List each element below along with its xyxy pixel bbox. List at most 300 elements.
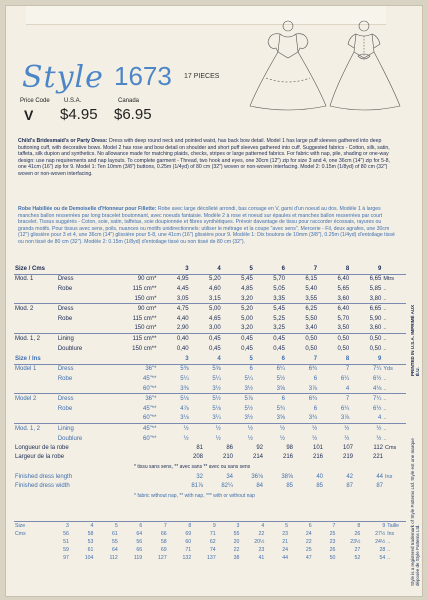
imperial-row (14, 414, 406, 424)
imperial-row (14, 364, 406, 374)
description-english (18, 138, 396, 178)
body-size-col-ins: 6 (289, 522, 313, 531)
metric-value: 5,65 (337, 285, 350, 292)
imperial-size-header (14, 354, 406, 364)
metric-value: 3,15 (209, 295, 221, 302)
note-en-text: *** with or without nap (206, 492, 255, 499)
imperial-value: 7¼ (350, 364, 382, 374)
body-in-value: 44 (282, 555, 288, 561)
body-in-value: 54 (379, 555, 386, 561)
metric-blank (57, 264, 113, 274)
length-fr-value: 98 (286, 444, 293, 451)
width-en-value: 85 (316, 483, 323, 490)
metric-garment-label: Lining (57, 334, 113, 344)
trademark-side-text: Style is a registered trademark of Style Patterns Ltd. Style est une marque déposée de Style Patterns Ltd. (410, 438, 420, 586)
price-code: V (24, 107, 34, 123)
body-size-col-ins: 5 (265, 522, 289, 531)
imperial-value: 5⅞ (222, 394, 254, 404)
imperial-value: 5¼ (180, 375, 189, 382)
imperial-value: ½ (215, 435, 221, 442)
width-fr-value: 221 (372, 454, 383, 461)
metric-size-label: Size / Cms (15, 265, 46, 272)
metric-value: 3,55 (305, 295, 318, 302)
body-cm-value: 71 (209, 531, 216, 537)
imperial-value: ½ (183, 435, 189, 442)
metric-value: 3,50 (337, 325, 350, 332)
length-en-unit: Ins (385, 473, 393, 480)
width-en-value: 87 (376, 483, 383, 490)
metric-value: 5,00 (190, 304, 222, 314)
width-en-value: 85 (286, 483, 293, 490)
body-cm-value: 64 (136, 531, 143, 537)
width-en-unit (384, 481, 406, 491)
metric-row (14, 314, 406, 324)
body-in-value: 20 (233, 539, 240, 545)
body-in-value: 52 (354, 555, 361, 561)
width-fr-value: 214 (252, 454, 263, 461)
imperial-model-label: Model 2 (14, 394, 57, 404)
canada-label: Canada (118, 98, 140, 104)
imperial-value: ½ (279, 435, 285, 442)
length-en (14, 472, 406, 482)
imperial-value: 4 (345, 385, 350, 392)
imperial-value: 3⅝ (276, 415, 285, 422)
body-in-value: 25 (329, 531, 336, 537)
imperial-garment-label: Dress (57, 364, 113, 374)
imperial-value: 5¾ (276, 405, 285, 412)
body-cm-value: 61 (112, 531, 118, 537)
body-taille-label: Taille (386, 522, 406, 531)
body-cm-value: 112 (109, 555, 118, 561)
brand-logo: Style (22, 60, 104, 95)
metric-row (14, 324, 406, 334)
metric-value: 3,20 (241, 295, 253, 302)
metric-value: 0,45 (254, 334, 286, 344)
metric-value: 0,50 (305, 345, 318, 352)
length-en-value: 42 (346, 473, 353, 480)
metric-model-label (14, 284, 57, 294)
body-cm-value: 53 (87, 539, 94, 545)
imperial-value: 7 (318, 364, 350, 374)
imperial-model-label (14, 434, 57, 444)
note-fr-cell (14, 462, 406, 472)
width-en-label: Finished dress width (15, 483, 70, 490)
imperial-value: 5⅜ (157, 364, 189, 374)
body-cm-value: 132 (182, 555, 192, 561)
metric-unit: .. (383, 345, 387, 352)
metric-value: 4,60 (209, 285, 221, 292)
metric-unit: .. (383, 325, 387, 332)
imperial-value: 6 (313, 375, 318, 382)
description-french-title: Robe Habillée ou de Demoiselle d'Honneur pour Fillette: (18, 206, 157, 212)
imperial-unit: .. (382, 394, 406, 404)
metric-value: 6,65 (350, 304, 382, 314)
metric-fabric-width: 150 cm* (134, 325, 157, 332)
length-en-value: 38⅝ (281, 473, 293, 480)
body-row (14, 546, 406, 554)
width-en-value: 82¼ (221, 483, 233, 490)
metric-row (14, 344, 406, 354)
price-code-label: Price Code (20, 98, 50, 104)
width-fr-value: 216 (282, 454, 293, 461)
body-cm-value: 69 (185, 531, 192, 537)
length-en-value: 44 (376, 473, 383, 480)
imperial-value: ½ (222, 424, 254, 434)
body-row (14, 554, 406, 562)
length-en-label: Finished dress length (15, 473, 73, 480)
metric-value: 6,40 (318, 304, 350, 314)
body-in-value: 23½ (350, 539, 361, 545)
body-unit: .. (387, 539, 391, 545)
imperial-size-col: 6 (281, 355, 285, 362)
length-fr-value: 81 (196, 444, 203, 451)
body-size-header (14, 522, 406, 531)
description-french (18, 206, 396, 246)
metric-value: 3,00 (209, 325, 221, 332)
length-fr-value: 86 (226, 444, 233, 451)
imperial-model-label: Model 1 (14, 364, 57, 374)
metric-value: 4,85 (241, 285, 253, 292)
imperial-value: 3½ (244, 385, 253, 392)
imperial-model-label (14, 374, 57, 384)
body-in-value: 23 (329, 539, 336, 545)
imperial-value: 3⅛ (180, 415, 189, 422)
metric-garment-label: Dress (57, 304, 113, 314)
metric-value: 2,90 (176, 325, 189, 332)
metric-size-col: 8 (345, 265, 350, 272)
imperial-row (14, 424, 406, 434)
body-in-value: 25 (305, 547, 312, 553)
body-cm-value: 60 (185, 539, 192, 545)
length-en-value: 34 (226, 473, 233, 480)
imperial-value: 3⅝ (276, 385, 285, 392)
body-in-value: 38 (233, 555, 240, 561)
note-fr-text: ** avec sans (174, 463, 204, 470)
metric-value: 4,65 (209, 315, 221, 322)
width-fr-value: 210 (222, 454, 233, 461)
metric-garment-label: Robe (57, 285, 73, 292)
imperial-size-col: 8 (345, 355, 350, 362)
metric-value: 3,25 (273, 325, 285, 332)
metric-value: 0,50 (318, 334, 350, 344)
metric-size-col: 5 (249, 265, 253, 272)
width-en (14, 481, 406, 491)
imperial-garment-label: Robe (57, 375, 73, 382)
description-english-title: Child's Bridesmaid's or Party Dress: (18, 138, 108, 144)
imperial-value: 6½ (373, 405, 382, 412)
body-in-value: 24½ (375, 539, 386, 545)
metric-fabric-width: 90 cm* (113, 274, 158, 284)
note-en-text: ** with nap, (179, 492, 206, 499)
body-size-col: 5 (94, 522, 118, 531)
metric-value: 4,75 (157, 304, 189, 314)
imperial-value: ½ (190, 424, 222, 434)
metric-row (14, 274, 406, 284)
metric-value: 6,15 (286, 274, 318, 284)
body-cm-value: 119 (133, 555, 143, 561)
metric-blank (113, 264, 158, 274)
body-cm-value: 61 (87, 547, 94, 553)
imperial-unit: .. (383, 385, 387, 392)
metric-fabric-width: 115 cm** (132, 285, 157, 292)
body-size-col: 4 (70, 522, 95, 531)
metric-value: 0,50 (286, 334, 318, 344)
metric-row (14, 284, 406, 294)
body-row-label (14, 554, 46, 562)
body-in-value: 23 (258, 547, 265, 553)
imperial-fabric-width: 60"** (143, 385, 157, 392)
imperial-yardage-table (14, 354, 406, 443)
metric-garment-label: Robe (57, 315, 73, 322)
body-size-col-ins: 3 (217, 522, 241, 531)
body-in-value: 27 (354, 547, 361, 553)
metric-value: 6,40 (318, 274, 350, 284)
imperial-value: 6¼ (254, 364, 286, 374)
imperial-value: 7 (318, 394, 350, 404)
metric-value: 0,45 (241, 345, 253, 352)
metric-model-label: Mod. 2 (14, 304, 57, 314)
imperial-unit: .. (383, 415, 387, 422)
body-unit: Ins (387, 531, 395, 537)
metric-fabric-width: 90 cm* (113, 304, 158, 314)
metric-unit: Mtrs (382, 274, 406, 284)
metric-unit: .. (383, 315, 387, 322)
metric-value: 0,45 (273, 345, 285, 352)
metric-value: 5,70 (337, 315, 350, 322)
metric-value: 5,45 (254, 304, 286, 314)
body-cm-value: 97 (63, 555, 69, 561)
printed-in-side-text: PRINTED IN U.S.A. IMPRIMÉ AUX É.U. (410, 304, 420, 376)
imperial-value: 4 (378, 415, 382, 422)
metric-value: 4,95 (157, 274, 189, 284)
imperial-fabric-width: 60"** (143, 435, 157, 442)
imperial-fabric-width: 45"** (113, 424, 158, 434)
body-row (14, 530, 406, 538)
imperial-value: 5½ (276, 375, 285, 382)
body-in-value: 26 (329, 547, 336, 553)
imperial-value: 3½ (244, 415, 253, 422)
width-en-value: 84 (256, 483, 263, 490)
metric-fabric-width: 150 cm** (132, 345, 157, 352)
imperial-unit: Yds (382, 364, 406, 374)
length-fr-value: 92 (256, 444, 263, 451)
description-french-text: Robe avec large décolleté arrondi, bas corsage en V, garni d'un noeud au dos. Modèle 1 à larges manches ballon resserrées par long bracelet boutonnant, avec noeuds fantaisie. Modèle 2 à rose et noeud sur épaules et manches ballon resserrées par court bracelet. Tissus suggérés - Coton, soie, satin, taffetas, soie doupionnée et fibres synthétiques. Prévoir davantage de tissu pour raccorder écossais, rayures ou grands motifs. Pour tissus avec sens, poils, nuances ou motifs unidirectionnels: utiliser le métrage et la coupe "avec sens". Mercerie - Fil, deux agrafes, une 30cm (12") glissière pour 3 et 4, une 36cm (14") glissière pour 5-8, une 41cm (16") glissière pour 9. Modèle 1: Dix boutons de 10mm (3/8"), 0.25m (1/4yd) d'entoilage tissé ou non tissé de 80 cm (32"). Modèle 2: 0.15m (1/8yd) d'entoilage tissé ou non tissé de 80 cm (32"). (18, 206, 395, 245)
body-in-value: 22 (305, 539, 312, 545)
imperial-value: 3¾ (308, 415, 318, 422)
metric-value: 3,60 (369, 325, 382, 332)
body-measurements-table (14, 521, 406, 562)
metric-value: 0,40 (157, 334, 189, 344)
imperial-value: 3½ (212, 385, 221, 392)
body-in-value: 55 (233, 531, 240, 537)
imperial-value: 5⅝ (190, 364, 222, 374)
body-in-value: 41 (258, 555, 265, 561)
body-cm-value: 69 (160, 547, 167, 553)
imperial-value: 5½ (244, 405, 253, 412)
length-fr-unit: Cms (385, 444, 397, 451)
imperial-value: 4⅛ (373, 385, 382, 392)
imperial-value: 6¾ (286, 364, 318, 374)
imperial-unit: .. (383, 405, 387, 412)
metric-value: 5,40 (305, 285, 318, 292)
metric-value: 5,25 (273, 315, 285, 322)
body-cm-value: 55 (112, 539, 118, 545)
imperial-value: ½ (286, 424, 318, 434)
metric-garment-label (57, 294, 113, 304)
imperial-garment-label (57, 384, 113, 394)
metric-value: 5,50 (305, 315, 318, 322)
metric-garment-label: Dress (57, 274, 113, 284)
imperial-value: 5⅛ (212, 405, 221, 412)
imperial-size-col: 7 (313, 355, 318, 362)
body-cm-value: 74 (209, 547, 216, 553)
imperial-model-label (14, 404, 57, 414)
imperial-row (14, 384, 406, 394)
price-block (20, 98, 220, 134)
metric-unit: .. (383, 285, 387, 292)
metric-value: 3,40 (305, 325, 318, 332)
body-unit: .. (387, 547, 391, 553)
body-size-col-ins: 4 (240, 522, 265, 531)
metric-blank (382, 264, 406, 274)
metric-unit: .. (382, 304, 406, 314)
imperial-unit: .. (383, 375, 387, 382)
metric-value: 5,70 (254, 274, 286, 284)
metric-value: 0,50 (369, 345, 382, 352)
imperial-value: 3¼ (212, 415, 221, 422)
metric-value: 0,40 (176, 345, 189, 352)
imperial-value: ½ (350, 424, 382, 434)
metric-value: 4,40 (176, 315, 189, 322)
width-fr-value: 219 (342, 454, 353, 461)
length-fr-label: Longueur de la robe (15, 444, 69, 451)
body-unit: .. (387, 555, 391, 561)
length-fr (14, 443, 406, 453)
imperial-value: 3⅞ (340, 415, 350, 422)
metric-row (14, 304, 406, 314)
length-en-value: 32 (196, 473, 203, 480)
metric-garment-label (57, 324, 113, 334)
imperial-size-col: 4 (217, 355, 221, 362)
metric-value: 6,25 (286, 304, 318, 314)
metric-size-col: 7 (313, 265, 318, 272)
width-fr-value: 216 (312, 454, 323, 461)
imperial-value: 5¼ (244, 375, 253, 382)
width-fr-value: 208 (192, 454, 203, 461)
note-en-cell (14, 491, 406, 501)
note-en-text: * fabric without nap, (134, 492, 180, 499)
length-fr-value: 107 (342, 444, 353, 451)
imperial-value: 6 (313, 405, 318, 412)
imperial-value: ½ (318, 424, 350, 434)
imperial-blank (382, 354, 406, 364)
imperial-row (14, 394, 406, 404)
body-cm-value: 64 (112, 547, 118, 553)
imperial-value: 4⅞ (180, 405, 189, 412)
imperial-blank (57, 354, 113, 364)
imperial-value: 6¾ (286, 394, 318, 404)
body-size-col-ins: 8 (336, 522, 361, 531)
metric-model-label: Mod. 1, 2 (14, 334, 57, 344)
imperial-size-col: 3 (185, 355, 189, 362)
body-row-label (14, 538, 46, 546)
imperial-value: 7¼ (350, 394, 382, 404)
dress-sketch-illustration (236, 16, 416, 112)
pattern-envelope (6, 6, 422, 596)
usa-label: U.S.A. (64, 98, 82, 104)
body-in-value: 26 (354, 531, 361, 537)
imperial-model-label (14, 384, 57, 394)
body-in-value: 27½ (375, 531, 386, 537)
length-en-value: 40 (316, 473, 323, 480)
imperial-unit: .. (382, 424, 406, 434)
note-fr-text: * tissu sans sens, (134, 463, 175, 470)
imperial-value: ½ (312, 435, 318, 442)
metric-unit: .. (383, 295, 387, 302)
imperial-garment-label (57, 414, 113, 424)
imperial-value: ½ (254, 424, 286, 434)
imperial-model-label (14, 414, 57, 424)
body-cm-value: 58 (87, 531, 94, 537)
imperial-value: 3⅜ (180, 385, 189, 392)
metric-value: 3,80 (369, 295, 382, 302)
metric-value: 6,65 (350, 274, 382, 284)
pattern-number: 1673 (114, 61, 172, 91)
body-in-value: 47 (305, 555, 312, 561)
imperial-row (14, 374, 406, 384)
metric-value: 0,45 (209, 345, 221, 352)
body-cm-value: 66 (136, 547, 143, 553)
metric-value: 5,20 (222, 304, 254, 314)
imperial-fabric-width: 45"** (143, 375, 157, 382)
width-fr-label: Largeur de la robe (15, 454, 65, 461)
width-fr (14, 453, 406, 463)
metric-value: 3,35 (273, 295, 285, 302)
metric-value: 5,00 (241, 315, 253, 322)
metric-value: 0,45 (222, 334, 254, 344)
metric-value: 5,20 (190, 274, 222, 284)
imperial-fabric-width: 60"** (143, 415, 157, 422)
metric-garment-label: Doublure (57, 345, 83, 352)
metric-value: 4,45 (176, 285, 189, 292)
body-cm-value: 56 (136, 539, 143, 545)
imperial-value: 6¼ (340, 375, 350, 382)
body-in-value: 28 (379, 547, 386, 553)
metric-model-label: Mod. 1 (14, 274, 57, 284)
note-fr-text: ** avec ou sans sens (203, 463, 251, 470)
body-size-col: 8 (168, 522, 193, 531)
body-cm-value: 66 (160, 531, 167, 537)
imperial-value: ½ (247, 435, 253, 442)
body-in-value: 24 (305, 531, 312, 537)
metric-value: 5,05 (273, 285, 285, 292)
body-cm-value: 51 (63, 539, 69, 545)
body-cm-value: 56 (63, 531, 69, 537)
metric-fabric-width: 150 cm* (134, 295, 157, 302)
body-size-col: 6 (119, 522, 143, 531)
body-size-col-ins: 7 (313, 522, 337, 531)
imperial-fabric-width: 45"** (143, 405, 157, 412)
width-fr-unit (384, 453, 406, 463)
body-cm-value: 104 (84, 555, 94, 561)
body-cm-value: 58 (160, 539, 167, 545)
imperial-garment-label: Robe (57, 405, 73, 412)
metric-yardage-table (14, 264, 406, 353)
imperial-blank (113, 354, 158, 364)
imperial-value: 6 (254, 394, 286, 404)
metric-value: 5,90 (369, 315, 382, 322)
metric-fabric-width: 115 cm** (113, 334, 158, 344)
